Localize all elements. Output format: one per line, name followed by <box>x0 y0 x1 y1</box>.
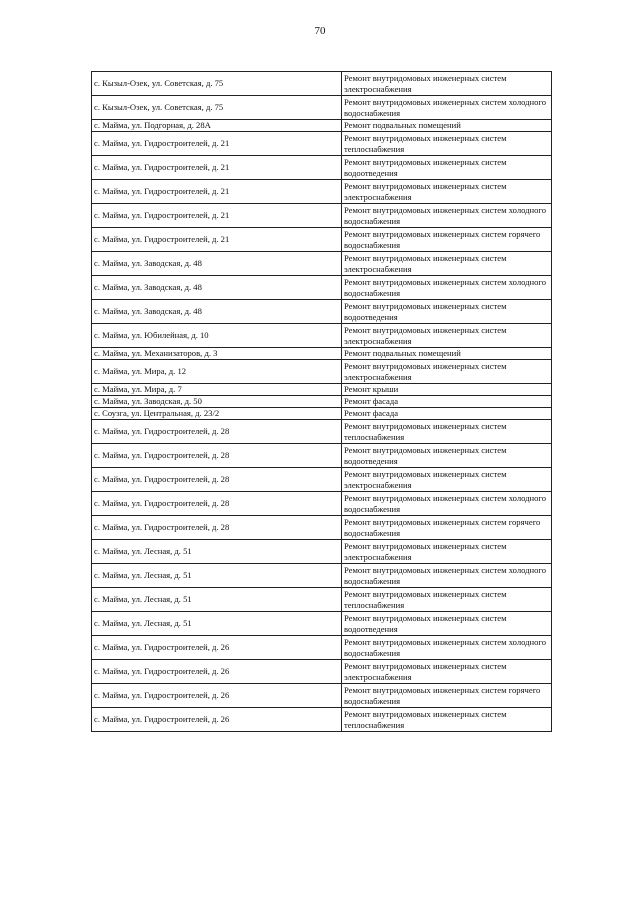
table-row <box>92 612 552 636</box>
work-type-cell: Ремонт внутридомовых инженерных систем электроснабжения <box>342 180 552 204</box>
address-cell: с. Майма, ул. Гидростроителей, д. 21 <box>92 204 342 228</box>
address-cell: с. Майма, ул. Гидростроителей, д. 26 <box>92 708 342 732</box>
work-type-cell: Ремонт внутридомовых инженерных систем теплоснабжения <box>342 588 552 612</box>
work-type-cell: Ремонт внутридомовых инженерных систем водоотведения <box>342 156 552 180</box>
table-row <box>92 132 552 156</box>
work-type-cell: Ремонт внутридомовых инженерных систем холодного водоснабжения <box>342 636 552 660</box>
work-type-cell: Ремонт подвальных помещений <box>342 348 552 360</box>
works-table-body <box>92 72 552 732</box>
address-cell: с. Майма, ул. Юбилейная, д. 10 <box>92 324 342 348</box>
address-cell: с. Кызыл-Озек, ул. Советская, д. 75 <box>92 96 342 120</box>
table-row <box>92 228 552 252</box>
work-type-cell: Ремонт внутридомовых инженерных систем горячего водоснабжения <box>342 684 552 708</box>
address-cell: с. Майма, ул. Гидростроителей, д. 28 <box>92 516 342 540</box>
work-type-cell: Ремонт фасада <box>342 396 552 408</box>
work-type-cell: Ремонт внутридомовых инженерных систем теплоснабжения <box>342 420 552 444</box>
address-cell: с. Майма, ул. Гидростроителей, д. 28 <box>92 468 342 492</box>
table-row <box>92 360 552 384</box>
address-cell: с. Майма, ул. Гидростроителей, д. 21 <box>92 180 342 204</box>
address-cell: с. Майма, ул. Механизаторов, д. 3 <box>92 348 342 360</box>
address-cell: с. Майма, ул. Гидростроителей, д. 28 <box>92 444 342 468</box>
address-cell: с. Майма, ул. Заводская, д. 48 <box>92 300 342 324</box>
address-cell: с. Кызыл-Озек, ул. Советская, д. 75 <box>92 72 342 96</box>
work-type-cell: Ремонт внутридомовых инженерных систем холодного водоснабжения <box>342 492 552 516</box>
address-cell: с. Майма, ул. Заводская, д. 48 <box>92 252 342 276</box>
work-type-cell: Ремонт внутридомовых инженерных систем водоотведения <box>342 300 552 324</box>
table-row <box>92 96 552 120</box>
address-cell: с. Майма, ул. Мира, д. 12 <box>92 360 342 384</box>
address-cell: с. Майма, ул. Лесная, д. 51 <box>92 564 342 588</box>
table-row <box>92 564 552 588</box>
table-row <box>92 588 552 612</box>
address-cell: с. Майма, ул. Лесная, д. 51 <box>92 540 342 564</box>
table-row <box>92 204 552 228</box>
address-cell: с. Майма, ул. Гидростроителей, д. 26 <box>92 684 342 708</box>
work-type-cell: Ремонт внутридомовых инженерных систем холодного водоснабжения <box>342 276 552 300</box>
table-row <box>92 252 552 276</box>
table-row <box>92 660 552 684</box>
work-type-cell: Ремонт внутридомовых инженерных систем водоотведения <box>342 612 552 636</box>
work-type-cell: Ремонт внутридомовых инженерных систем теплоснабжения <box>342 708 552 732</box>
table-row <box>92 636 552 660</box>
address-cell: с. Соузга, ул. Центральная, д. 23/2 <box>92 408 342 420</box>
table-row <box>92 408 552 420</box>
page-number: 70 <box>314 25 326 37</box>
work-type-cell: Ремонт фасада <box>342 408 552 420</box>
work-type-cell: Ремонт внутридомовых инженерных систем электроснабжения <box>342 360 552 384</box>
work-type-cell: Ремонт внутридомовых инженерных систем электроснабжения <box>342 324 552 348</box>
table-row <box>92 180 552 204</box>
address-cell: с. Майма, ул. Гидростроителей, д. 26 <box>92 660 342 684</box>
address-cell: с. Майма, ул. Лесная, д. 51 <box>92 588 342 612</box>
table-row <box>92 300 552 324</box>
address-cell: с. Майма, ул. Подгорная, д. 28А <box>92 120 342 132</box>
table-row <box>92 156 552 180</box>
address-cell: с. Майма, ул. Мира, д. 7 <box>92 384 342 396</box>
table-row <box>92 324 552 348</box>
work-type-cell: Ремонт внутридомовых инженерных систем горячего водоснабжения <box>342 516 552 540</box>
table-row <box>92 396 552 408</box>
work-type-cell: Ремонт внутридомовых инженерных систем электроснабжения <box>342 660 552 684</box>
work-type-cell: Ремонт внутридомовых инженерных систем горячего водоснабжения <box>342 228 552 252</box>
work-type-cell: Ремонт внутридомовых инженерных систем холодного водоснабжения <box>342 204 552 228</box>
work-type-cell: Ремонт внутридомовых инженерных систем электроснабжения <box>342 252 552 276</box>
work-type-cell: Ремонт внутридомовых инженерных систем холодного водоснабжения <box>342 96 552 120</box>
work-type-cell: Ремонт подвальных помещений <box>342 120 552 132</box>
table-row <box>92 492 552 516</box>
table-row <box>92 276 552 300</box>
address-cell: с. Майма, ул. Гидростроителей, д. 28 <box>92 420 342 444</box>
works-table <box>91 71 552 732</box>
table-row <box>92 516 552 540</box>
address-cell: с. Майма, ул. Заводская, д. 48 <box>92 276 342 300</box>
table-row <box>92 684 552 708</box>
address-cell: с. Майма, ул. Гидростроителей, д. 21 <box>92 228 342 252</box>
table-row <box>92 468 552 492</box>
address-cell: с. Майма, ул. Гидростроителей, д. 21 <box>92 132 342 156</box>
work-type-cell: Ремонт крыши <box>342 384 552 396</box>
address-cell: с. Майма, ул. Гидростроителей, д. 21 <box>92 156 342 180</box>
table-row <box>92 348 552 360</box>
address-cell: с. Майма, ул. Гидростроителей, д. 26 <box>92 636 342 660</box>
table-row <box>92 540 552 564</box>
work-type-cell: Ремонт внутридомовых инженерных систем холодного водоснабжения <box>342 564 552 588</box>
address-cell: с. Майма, ул. Лесная, д. 51 <box>92 612 342 636</box>
table-row <box>92 420 552 444</box>
table-row <box>92 72 552 96</box>
work-type-cell: Ремонт внутридомовых инженерных систем теплоснабжения <box>342 132 552 156</box>
work-type-cell: Ремонт внутридомовых инженерных систем электроснабжения <box>342 540 552 564</box>
address-cell: с. Майма, ул. Гидростроителей, д. 28 <box>92 492 342 516</box>
address-cell: с. Майма, ул. Заводская, д. 50 <box>92 396 342 408</box>
table-row <box>92 120 552 132</box>
work-type-cell: Ремонт внутридомовых инженерных систем водоотведения <box>342 444 552 468</box>
work-type-cell: Ремонт внутридомовых инженерных систем электроснабжения <box>342 72 552 96</box>
table-row <box>92 708 552 732</box>
table-row <box>92 444 552 468</box>
table-row <box>92 384 552 396</box>
work-type-cell: Ремонт внутридомовых инженерных систем электроснабжения <box>342 468 552 492</box>
